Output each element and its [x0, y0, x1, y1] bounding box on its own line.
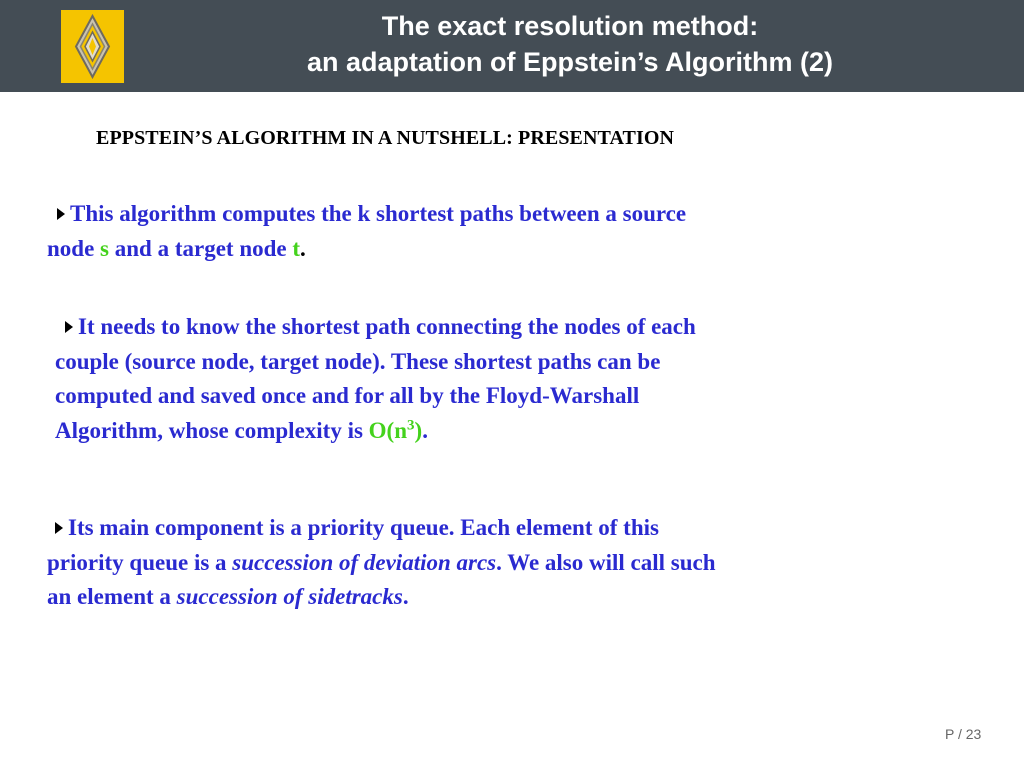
text: priority queue is a: [47, 549, 233, 575]
text: an element a: [47, 584, 177, 609]
complexity-expression: [369, 418, 423, 443]
text: and a target node: [109, 235, 293, 261]
triangle-right-icon: [55, 522, 63, 534]
section-heading: EPPSTEIN’S ALGORITHM IN A NUTSHELL: PRESENTATION: [96, 127, 675, 149]
slide-title: [160, 8, 980, 80]
page-number: P / 23: [945, 726, 982, 742]
paragraph-1-line-1: [47, 197, 867, 232]
title-line-2: an adaptation of Eppstein’s Algorithm (2): [306, 47, 833, 77]
text: node: [47, 235, 101, 261]
text: This algorithm computes the k shortest paths between a source: [70, 201, 687, 226]
period: .: [300, 235, 306, 261]
paragraph-2-line-2: couple (source node, target node). These shortest paths can be: [55, 348, 661, 374]
title-line-1: The exact resolution method:: [381, 11, 759, 41]
bullet-paragraph-1: [47, 197, 867, 266]
slide-header: [0, 0, 1024, 92]
period: .: [402, 584, 409, 609]
paragraph-3-line-3: [47, 580, 887, 615]
bullet-paragraph-2: [55, 310, 875, 448]
paragraph-2-line-3: computed and saved once and for all by the Floyd-Warshall: [55, 383, 640, 408]
exponent: 3: [407, 416, 415, 433]
text: Algorithm, whose complexity is: [55, 417, 369, 443]
period: .: [422, 417, 428, 443]
triangle-right-icon: [57, 208, 65, 220]
target-node-symbol: t: [292, 235, 301, 261]
bullet-paragraph-3: [47, 511, 887, 615]
italic-term: succession of sidetracks: [176, 584, 403, 609]
triangle-right-icon: [65, 321, 73, 333]
renault-logo: [61, 10, 124, 83]
text: Its main component is a priority queue. Each element of this: [68, 515, 659, 540]
text: ): [414, 417, 423, 443]
paragraph-1-line-2: [47, 232, 867, 267]
italic-term: succession of deviation arcs: [232, 549, 497, 575]
paragraph-2-line-1: [55, 310, 875, 345]
paragraph-3-line-1: [47, 511, 887, 546]
paragraph-2-line-4: [55, 414, 875, 449]
paragraph-3-line-2: [47, 546, 887, 581]
text: O(n: [368, 417, 408, 443]
diamond-logo-icon: [61, 10, 124, 83]
text: It needs to know the shortest path connecting the nodes of each: [78, 314, 696, 339]
text: . We also will call such: [496, 549, 716, 575]
source-node-symbol: s: [100, 235, 109, 261]
